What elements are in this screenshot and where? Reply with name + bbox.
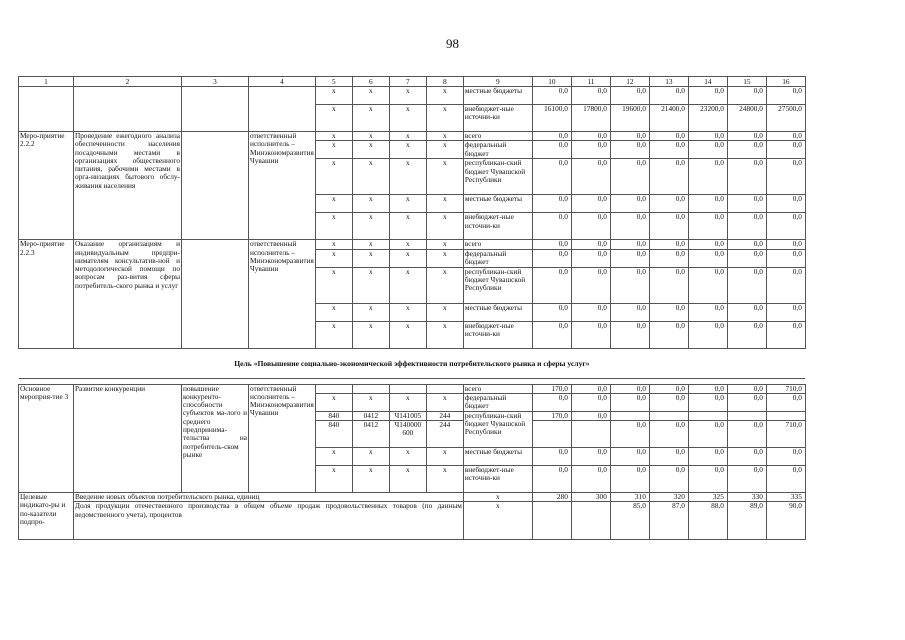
cell: 0412 <box>352 421 389 448</box>
source-label: федеральный бюджет <box>463 249 532 267</box>
measure-description: Развитие конкуренции <box>74 384 182 493</box>
measure-description: Оказание организациям и индивидуальным предпри-нимателям консультатив-ной и методологической помощи по вопросам раз-вития сферы потребитель-ского рынка и услуг <box>74 240 182 348</box>
cell: х <box>315 303 352 321</box>
cell: х <box>352 240 389 249</box>
cell: 0412 <box>352 411 389 420</box>
cell: х <box>352 303 389 321</box>
cell: х <box>352 213 389 240</box>
cell <box>74 87 182 132</box>
cell: 0,0 <box>688 195 727 213</box>
source-label: внебюджет-ные источни-ки <box>463 213 532 240</box>
cell <box>426 384 463 393</box>
cell: х <box>389 466 426 493</box>
cell: 23200,0 <box>688 105 727 132</box>
cell <box>532 502 571 540</box>
cell: Ч140000 600 <box>389 421 426 448</box>
cell: х <box>426 240 463 249</box>
cell: 0,0 <box>571 132 610 141</box>
cell: 0,0 <box>727 240 766 249</box>
goal-row <box>19 348 806 378</box>
cell: х <box>426 87 463 105</box>
cell: 0,0 <box>532 159 571 195</box>
cell: х <box>315 141 352 159</box>
cell: 0,0 <box>610 321 649 348</box>
cell: х <box>426 393 463 411</box>
cell: 88,0 <box>688 502 727 540</box>
cell: 0,0 <box>766 159 805 195</box>
cell <box>315 384 352 393</box>
cell: 0,0 <box>727 321 766 348</box>
cell: 0,0 <box>571 240 610 249</box>
cell: х <box>426 466 463 493</box>
cell: х <box>315 249 352 267</box>
cell <box>766 411 805 420</box>
cell: 325 <box>688 493 727 502</box>
cell: х <box>315 87 352 105</box>
cell: 0,0 <box>727 141 766 159</box>
cell: 0,0 <box>610 141 649 159</box>
cell: 0,0 <box>532 448 571 466</box>
cell: х <box>352 105 389 132</box>
cell: 0,0 <box>571 321 610 348</box>
cell: 244 <box>426 411 463 420</box>
cell: 0,0 <box>610 384 649 393</box>
col-header: 12 <box>610 77 649 87</box>
cell: 0,0 <box>727 213 766 240</box>
cell: 0,0 <box>610 249 649 267</box>
cell <box>182 240 249 348</box>
cell: 300 <box>571 493 610 502</box>
cell <box>182 132 249 240</box>
cell: х <box>352 448 389 466</box>
col-header: 8 <box>426 77 463 87</box>
cell: 0,0 <box>532 267 571 303</box>
cell: 0,0 <box>532 393 571 411</box>
cell: х <box>389 87 426 105</box>
cell: 0,0 <box>766 141 805 159</box>
cell: 0,0 <box>688 303 727 321</box>
cell: 0,0 <box>649 132 688 141</box>
cell: х <box>389 213 426 240</box>
cell: х <box>426 267 463 303</box>
cell: х <box>352 321 389 348</box>
cell: 0,0 <box>532 466 571 493</box>
cell: 0,0 <box>532 303 571 321</box>
col-header: 15 <box>727 77 766 87</box>
cell: 16100,0 <box>532 105 571 132</box>
cell: 0,0 <box>727 393 766 411</box>
cell: 0,0 <box>610 213 649 240</box>
col-header: 16 <box>766 77 805 87</box>
cell: х <box>463 502 532 540</box>
budget-table <box>18 76 806 540</box>
cell: 0,0 <box>688 448 727 466</box>
cell: х <box>426 303 463 321</box>
cell: 0,0 <box>571 141 610 159</box>
cell: 0,0 <box>688 213 727 240</box>
source-label: внебюджет-ные источни-ки <box>463 105 532 132</box>
measure-label: Основное мероприя-тие 3 <box>19 384 74 493</box>
cell: 0,0 <box>649 384 688 393</box>
measure-label: Меро-приятие 2.2.2 <box>19 132 74 240</box>
cell: 90,0 <box>766 502 805 540</box>
cell: 0,0 <box>610 132 649 141</box>
cell: 0,0 <box>766 448 805 466</box>
cell: 0,0 <box>571 195 610 213</box>
source-label: федеральный бюджет <box>463 141 532 159</box>
source-label: местные бюджеты <box>463 303 532 321</box>
table-row <box>19 493 806 502</box>
cell: х <box>315 466 352 493</box>
indicator-text: Доля продукции отечественного производства в общем объеме продаж продовольственных товаров (по данным ведомственного учета), процентов <box>74 502 464 540</box>
cell: х <box>426 159 463 195</box>
cell: 0,0 <box>532 195 571 213</box>
cell: 0,0 <box>571 267 610 303</box>
cell: 840 <box>315 411 352 420</box>
cell: х <box>426 213 463 240</box>
cell: 0,0 <box>571 159 610 195</box>
cell: х <box>315 267 352 303</box>
cell: 0,0 <box>532 240 571 249</box>
cell: 170,0 <box>532 411 571 420</box>
cell: 0,0 <box>649 87 688 105</box>
cell: 320 <box>649 493 688 502</box>
cell: х <box>389 393 426 411</box>
cell: 0,0 <box>610 466 649 493</box>
cell: 0,0 <box>610 195 649 213</box>
cell: 0,0 <box>610 87 649 105</box>
cell: 0,0 <box>571 448 610 466</box>
col-header: 11 <box>571 77 610 87</box>
cell: 0,0 <box>688 87 727 105</box>
cell: 0,0 <box>610 393 649 411</box>
cell: 27500,0 <box>766 105 805 132</box>
source-label: местные бюджеты <box>463 448 532 466</box>
cell: 0,0 <box>688 384 727 393</box>
cell: х <box>315 159 352 195</box>
cell: 0,0 <box>766 393 805 411</box>
cell: 0,0 <box>727 448 766 466</box>
cell: 310 <box>610 493 649 502</box>
cell: х <box>389 195 426 213</box>
cell: 0,0 <box>649 448 688 466</box>
cell: х <box>426 132 463 141</box>
cell: 0,0 <box>571 466 610 493</box>
source-label: федеральный бюджет <box>463 393 532 411</box>
cell: х <box>389 249 426 267</box>
cell: 0,0 <box>727 195 766 213</box>
cell: х <box>426 249 463 267</box>
cell: 0,0 <box>571 87 610 105</box>
cell: х <box>426 141 463 159</box>
table-row <box>19 384 806 393</box>
cell: 0,0 <box>766 213 805 240</box>
source-label: республикан-ский бюджет Чувашской Республики <box>463 411 532 447</box>
cell: х <box>426 195 463 213</box>
cell: 0,0 <box>532 249 571 267</box>
page-number: 98 <box>446 36 459 51</box>
cell: 0,0 <box>610 448 649 466</box>
cell: 710,0 <box>766 421 805 448</box>
source-label: всего <box>463 240 532 249</box>
measure-label: Меро-приятие 2.2.3 <box>19 240 74 348</box>
col-header: 10 <box>532 77 571 87</box>
cell: 0,0 <box>727 421 766 448</box>
table-row <box>19 502 806 540</box>
cell: х <box>315 448 352 466</box>
source-label: местные бюджеты <box>463 195 532 213</box>
cell: 0,0 <box>727 87 766 105</box>
col-header: 2 <box>74 77 182 87</box>
cell: 0,0 <box>649 141 688 159</box>
source-label: внебюджет-ные источни-ки <box>463 321 532 348</box>
measure-target: повышение конкуренто-способности субъектов ма-лого и среднего предпринима-тельства на потребитель-ском рынке <box>182 384 249 493</box>
cell: 0,0 <box>649 421 688 448</box>
cell: 0,0 <box>532 321 571 348</box>
cell: 0,0 <box>688 321 727 348</box>
cell: х <box>315 393 352 411</box>
cell: х <box>389 240 426 249</box>
cell: 0,0 <box>649 213 688 240</box>
cell: 85,0 <box>610 502 649 540</box>
cell: 0,0 <box>610 159 649 195</box>
col-header: 13 <box>649 77 688 87</box>
cell: х <box>315 213 352 240</box>
cell: 0,0 <box>532 87 571 105</box>
cell: 0,0 <box>688 421 727 448</box>
cell: 280 <box>532 493 571 502</box>
cell: 17800,0 <box>571 105 610 132</box>
cell: 87,0 <box>649 502 688 540</box>
cell: 0,0 <box>571 393 610 411</box>
responsible-executor: ответственный исполнитель – Минэкономразвития Чувашии <box>249 240 316 348</box>
cell: 0,0 <box>571 384 610 393</box>
cell: 335 <box>766 493 805 502</box>
cell: 0,0 <box>727 159 766 195</box>
cell: 0,0 <box>766 267 805 303</box>
source-label: всего <box>463 384 532 393</box>
cell: 0,0 <box>649 249 688 267</box>
cell: 330 <box>727 493 766 502</box>
cell <box>249 87 316 132</box>
table-row <box>19 132 806 141</box>
cell <box>19 87 74 132</box>
cell: 0,0 <box>688 249 727 267</box>
cell <box>352 384 389 393</box>
cell: х <box>352 466 389 493</box>
cell: 710,0 <box>766 384 805 393</box>
cell: х <box>352 159 389 195</box>
cell: 0,0 <box>688 159 727 195</box>
cell: 0,0 <box>649 159 688 195</box>
cell: 0,0 <box>688 267 727 303</box>
cell: 21400,0 <box>649 105 688 132</box>
source-label: внебюджет-ные источни-ки <box>463 466 532 493</box>
cell <box>610 411 649 420</box>
cell <box>649 411 688 420</box>
cell: 0,0 <box>688 240 727 249</box>
cell: х <box>389 321 426 348</box>
cell: х <box>352 141 389 159</box>
cell: 0,0 <box>571 411 610 420</box>
col-header: 6 <box>352 77 389 87</box>
cell: х <box>352 267 389 303</box>
cell: х <box>315 105 352 132</box>
cell: 0,0 <box>649 393 688 411</box>
cell: 0,0 <box>727 303 766 321</box>
col-header: 1 <box>19 77 74 87</box>
cell: 19600,0 <box>610 105 649 132</box>
cell: 0,0 <box>610 421 649 448</box>
cell: х <box>463 493 532 502</box>
cell: х <box>389 141 426 159</box>
cell: 0,0 <box>688 132 727 141</box>
cell: х <box>352 195 389 213</box>
cell: х <box>426 321 463 348</box>
cell: 170,0 <box>532 384 571 393</box>
cell: 0,0 <box>688 393 727 411</box>
source-label: республикан-ский бюджет Чувашской Республики <box>463 267 532 303</box>
cell: 0,0 <box>649 466 688 493</box>
indicators-label: Целевые индикато-ры и по-казатели подпро- <box>19 493 74 540</box>
cell: 0,0 <box>649 303 688 321</box>
cell: 0,0 <box>649 240 688 249</box>
cell: х <box>315 132 352 141</box>
cell: 0,0 <box>610 240 649 249</box>
header-row <box>19 77 806 87</box>
cell: 24800,0 <box>727 105 766 132</box>
col-header: 14 <box>688 77 727 87</box>
col-header: 3 <box>182 77 249 87</box>
cell: 0,0 <box>532 141 571 159</box>
cell: 0,0 <box>766 466 805 493</box>
cell: 0,0 <box>649 195 688 213</box>
responsible-executor: ответственный исполнитель – Минэкономразвития Чувашии <box>249 384 316 493</box>
responsible-executor: ответственный исполнитель – Минэкономразвития Чувашии <box>249 132 316 240</box>
table-row <box>19 240 806 249</box>
measure-description: Проведение ежегодного анализа обеспеченности населения посадочными местами в организациях общественного питания, рабочими местами в орга-низациях бытового обслу-живания населения <box>74 132 182 240</box>
cell <box>182 87 249 132</box>
cell: 0,0 <box>571 249 610 267</box>
cell: 0,0 <box>571 213 610 240</box>
cell: 0,0 <box>571 303 610 321</box>
cell: х <box>315 240 352 249</box>
cell <box>571 502 610 540</box>
cell: х <box>426 448 463 466</box>
source-label: всего <box>463 132 532 141</box>
cell: х <box>352 249 389 267</box>
cell: 89,0 <box>727 502 766 540</box>
cell: х <box>352 132 389 141</box>
col-header: 7 <box>389 77 426 87</box>
cell: х <box>389 303 426 321</box>
cell: 244 <box>426 421 463 448</box>
cell: 0,0 <box>532 213 571 240</box>
cell: х <box>389 267 426 303</box>
cell: 0,0 <box>766 87 805 105</box>
source-label: республикан-ский бюджет Чувашской Республики <box>463 159 532 195</box>
cell: 0,0 <box>766 249 805 267</box>
cell: х <box>389 448 426 466</box>
cell: 0,0 <box>727 249 766 267</box>
cell: х <box>315 321 352 348</box>
indicator-text: Введение новых объектов потребительского рынка, единиц <box>74 493 464 502</box>
cell: Ч141005 <box>389 411 426 420</box>
cell <box>389 384 426 393</box>
cell: х <box>352 87 389 105</box>
table-row <box>19 87 806 105</box>
cell: х <box>389 159 426 195</box>
cell: 0,0 <box>532 132 571 141</box>
goal-heading: Цель «Повышение социально-экономической эффективности потребительского рынка и сферы услуг» <box>19 348 806 378</box>
cell: 0,0 <box>649 321 688 348</box>
cell <box>727 411 766 420</box>
cell: х <box>389 132 426 141</box>
cell: 0,0 <box>649 267 688 303</box>
cell: х <box>426 105 463 132</box>
cell <box>688 411 727 420</box>
cell: х <box>389 105 426 132</box>
cell: 0,0 <box>766 240 805 249</box>
source-label: местные бюджеты <box>463 87 532 105</box>
col-header: 4 <box>249 77 316 87</box>
cell: х <box>315 195 352 213</box>
col-header: 9 <box>463 77 532 87</box>
cell: 0,0 <box>610 303 649 321</box>
cell: 0,0 <box>727 267 766 303</box>
cell: 0,0 <box>688 466 727 493</box>
cell <box>571 421 610 448</box>
cell: 0,0 <box>766 132 805 141</box>
cell: 0,0 <box>766 195 805 213</box>
cell: 0,0 <box>727 132 766 141</box>
col-header: 5 <box>315 77 352 87</box>
cell: 0,0 <box>688 141 727 159</box>
cell: 0,0 <box>727 466 766 493</box>
cell: 0,0 <box>727 384 766 393</box>
cell: х <box>352 393 389 411</box>
cell <box>532 421 571 448</box>
cell: 840 <box>315 421 352 448</box>
cell: 0,0 <box>766 303 805 321</box>
cell: 0,0 <box>610 267 649 303</box>
cell: 0,0 <box>766 321 805 348</box>
